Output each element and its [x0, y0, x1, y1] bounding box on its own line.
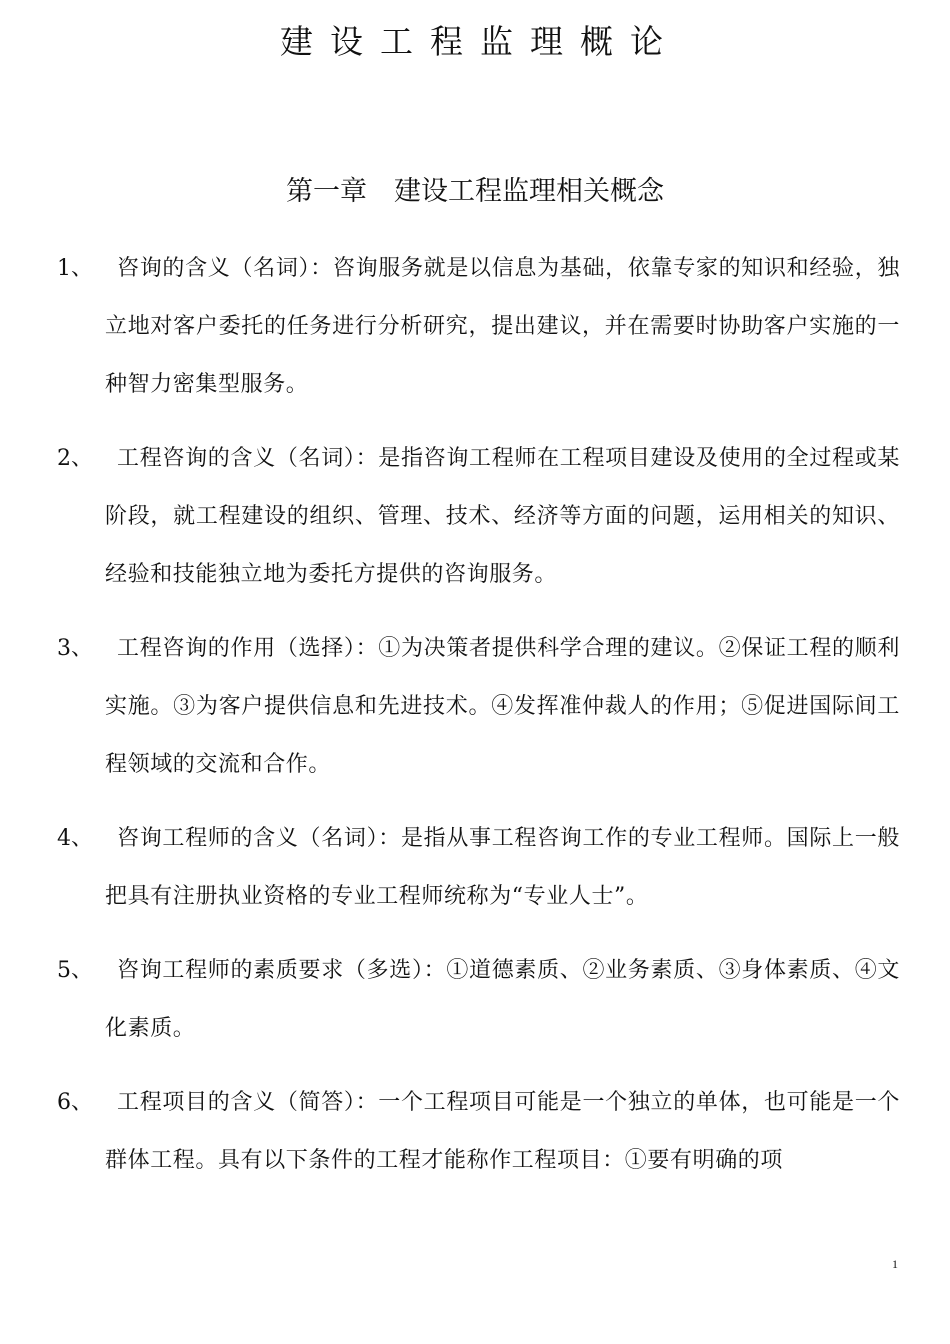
item-number: 3、 [57, 636, 93, 661]
item-number: 2、 [57, 446, 93, 471]
list-item [0, 240, 950, 414]
item-text: 咨询的含义（名词）：咨询服务就是以信息为基础，依靠专家的知识和经验，独立地对客户委托的任务进行分析研究，提出建议，并在需要时协助客户实施的一种智力密集型服务。 [105, 256, 900, 397]
item-text: 工程咨询的作用（选择）：①为决策者提供科学合理的建议。②保证工程的顺利实施。③为客户提供信息和先进技术。④发挥准仲裁人的作用；⑤促进国际间工程领域的交流和合作。 [105, 636, 900, 777]
item-number: 4、 [57, 826, 93, 851]
item-text: 咨询工程师的素质要求（多选）：①道德素质、②业务素质、③身体素质、④文化素质。 [105, 958, 900, 1041]
item-number: 5、 [57, 958, 93, 983]
document-title: 建设工程监理概论 [280, 22, 680, 61]
list-item [0, 810, 950, 926]
item-text: 工程咨询的含义（名词）：是指咨询工程师在工程项目建设及使用的全过程或某阶段，就工程建设的组织、管理、技术、经济等方面的问题，运用相关的知识、经验和技能独立地为委托方提供的咨询服务。 [105, 446, 900, 587]
item-number: 6、 [57, 1090, 93, 1115]
chapter-title: 第一章 建设工程监理相关概念 [286, 176, 664, 207]
list-item [0, 1074, 950, 1190]
item-list [0, 240, 950, 1206]
list-item [0, 430, 950, 604]
item-text: 咨询工程师的含义（名词）：是指从事工程咨询工作的专业工程师。国际上一般把具有注册执业资格的专业工程师统称为“专业人士”。 [105, 826, 900, 909]
page-number: 1 [892, 1257, 898, 1271]
list-item [0, 620, 950, 794]
list-item [0, 942, 950, 1058]
item-text: 工程项目的含义（简答）：一个工程项目可能是一个独立的单体，也可能是一个群体工程。具有以下条件的工程才能称作工程项目：①要有明确的项 [105, 1090, 900, 1173]
item-number: 1、 [57, 256, 93, 281]
